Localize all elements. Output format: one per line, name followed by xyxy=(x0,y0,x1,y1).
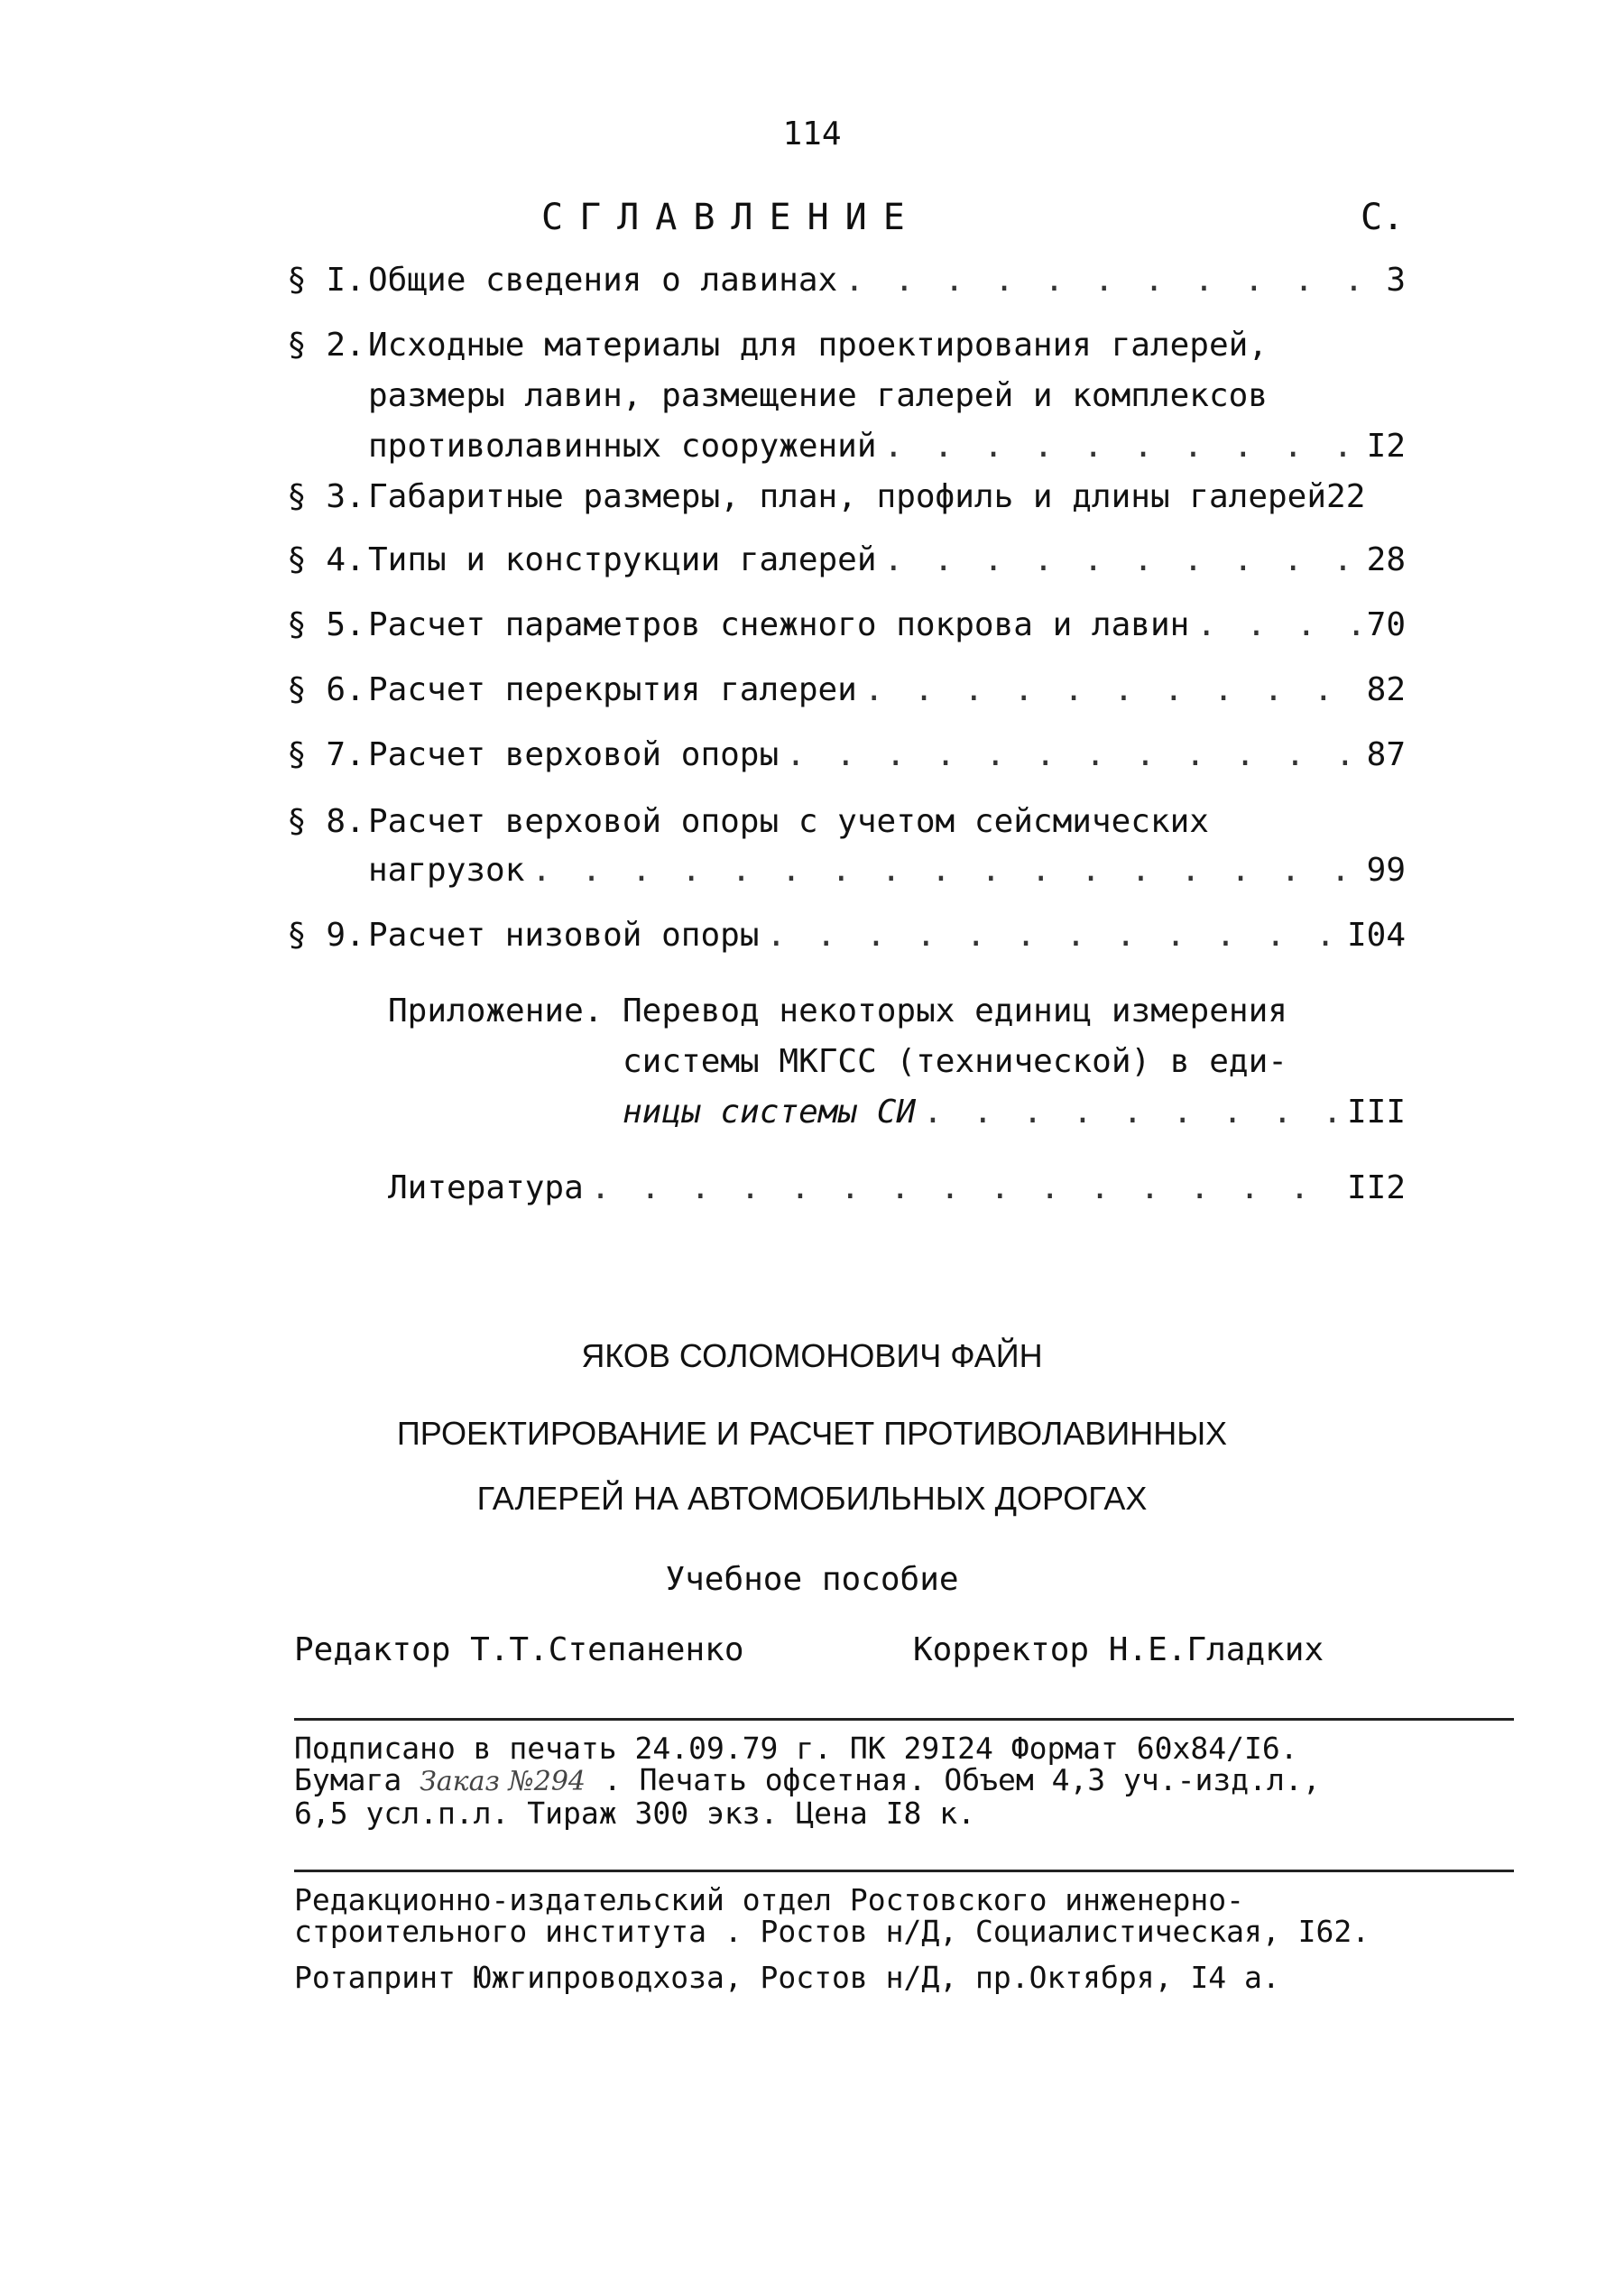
imprint-line-2 xyxy=(294,1764,1321,1797)
toc-entry-page: II2 xyxy=(1346,1169,1406,1206)
handwritten-order-number: Заказ №294 xyxy=(420,1766,586,1797)
appendix-title: системы МКГСС (технической) в еди- xyxy=(623,1043,1287,1080)
toc-entry-number: § 9. xyxy=(287,917,365,954)
printer-line: Ротапринт Южгипроводхоза, Ростов н/Д, пр.Октября, I4 а. xyxy=(294,1960,1280,1995)
toc-entry-7 xyxy=(287,736,1406,783)
page-column-label: С. xyxy=(1361,197,1405,238)
toc-entry-page: 99 xyxy=(1366,852,1406,889)
appendix-title: Перевод некоторых единиц измерения xyxy=(623,993,1287,1030)
divider-rule xyxy=(294,1718,1514,1721)
toc-entry-title: размеры лавин, размещение галерей и комплексов xyxy=(368,377,1268,414)
toc-heading: СГЛАВЛЕНИЕ xyxy=(541,197,921,238)
imprint-line-1: Подписано в печать 24.09.79 г. ПК 29I24 Формат 60х84/I6. xyxy=(294,1731,1298,1766)
toc-entry-page: III xyxy=(1346,1094,1406,1131)
toc-literature xyxy=(388,1169,1406,1216)
book-subtitle: Учебное пособие xyxy=(665,1561,959,1598)
toc-appendix-line-3 xyxy=(623,1094,1406,1140)
toc-entry-9 xyxy=(287,917,1406,964)
toc-entry-8 xyxy=(287,803,1406,850)
toc-entry-number: § I. xyxy=(287,262,365,299)
corrector-credit: Корректор Н.Е.Гладких xyxy=(913,1631,1324,1668)
toc-entry-page: 82 xyxy=(1366,671,1406,708)
toc-entry-page: 70 xyxy=(1366,606,1406,643)
toc-entry-page: I04 xyxy=(1346,917,1406,954)
toc-entry-6 xyxy=(287,671,1406,718)
leader-dots xyxy=(923,1094,1340,1131)
toc-entry-page: 22 xyxy=(1326,478,1366,515)
book-title-line-2: ГАЛЕРЕЙ НА АВТОМОБИЛЬНЫХ ДОРОГАХ xyxy=(476,1480,1148,1517)
toc-entry-title: Типы и конструкции галерей xyxy=(368,541,877,578)
leader-dots xyxy=(844,262,1379,299)
toc-entry-title: Расчет перекрытия галереи xyxy=(368,671,857,708)
toc-entry-number: § 6. xyxy=(287,671,365,708)
toc-entry-title: нагрузок xyxy=(368,852,525,889)
publisher-block xyxy=(294,1884,1370,1947)
publisher-line-2: строительного института . Ростов н/Д, Социалистическая, I62. xyxy=(294,1914,1370,1949)
toc-entry-title: противолавинных сооружений xyxy=(368,428,877,465)
imprint-paper-label: Бумага xyxy=(294,1762,420,1797)
literature-label: Литература xyxy=(388,1169,584,1206)
leader-dots xyxy=(766,917,1339,954)
page-number: 114 xyxy=(782,115,842,152)
author-name: ЯКОВ СОЛОМОНОВИЧ ФАЙН xyxy=(581,1337,1043,1374)
toc-entry-title: Расчет параметров снежного покрова и лавин xyxy=(368,606,1190,643)
toc-entry-4 xyxy=(287,541,1406,588)
imprint-print-details: . Печать офсетная. Объем 4,3 уч.-изд.л., xyxy=(586,1762,1321,1797)
leader-dots xyxy=(531,852,1359,889)
toc-entry-number: § 5. xyxy=(287,606,365,643)
toc-entry-number: § 4. xyxy=(287,541,365,578)
imprint-line-3: 6,5 усл.п.л. Тираж 300 экз. Цена I8 к. xyxy=(294,1796,975,1831)
toc-entry-title: Исходные материалы для проектирования галерей, xyxy=(368,327,1268,364)
imprint-block xyxy=(294,1732,1321,1829)
toc-entry-page: I2 xyxy=(1366,428,1406,465)
publisher-line-1: Редакционно-издательский отдел Ростовского инженерно- xyxy=(294,1882,1244,1917)
leader-dots xyxy=(1196,606,1359,643)
appendix-label: Приложение. xyxy=(388,993,604,1030)
toc-entry-number: § 2. xyxy=(287,327,365,364)
toc-entry-2-line-2 xyxy=(368,377,1406,424)
toc-entry-3 xyxy=(287,478,1406,525)
toc-entry-number: § 8. xyxy=(287,803,365,840)
toc-entry-title: Расчет верховой опоры xyxy=(368,736,780,773)
toc-entry-number: § 7. xyxy=(287,736,365,773)
toc-entry-page: 3 xyxy=(1386,262,1406,299)
toc-entry-1 xyxy=(287,262,1406,309)
toc-entry-2 xyxy=(287,327,1406,374)
toc-entry-page: 87 xyxy=(1366,736,1406,773)
book-title-line-1: ПРОЕКТИРОВАНИЕ И РАСЧЕТ ПРОТИВОЛАВИННЫХ xyxy=(396,1415,1228,1452)
toc-entry-5 xyxy=(287,606,1406,653)
editor-credit: Редактор Т.Т.Степаненко xyxy=(294,1631,744,1668)
toc-appendix xyxy=(388,993,1406,1039)
toc-entry-page: 28 xyxy=(1366,541,1406,578)
leader-dots xyxy=(884,541,1360,578)
toc-entry-title: Габаритные размеры, план, профиль и длины галерей xyxy=(368,478,1327,515)
toc-entry-title: Расчет низовой опоры xyxy=(368,917,760,954)
leader-dots xyxy=(884,428,1360,465)
toc-entry-8-line-2 xyxy=(368,852,1406,899)
leader-dots xyxy=(591,1169,1340,1206)
appendix-title: ницы системы СИ xyxy=(623,1094,917,1131)
leader-dots xyxy=(786,736,1359,773)
toc-entry-title: Общие сведения о лавинах xyxy=(368,262,838,299)
divider-rule xyxy=(294,1870,1514,1872)
toc-entry-2-line-3 xyxy=(368,428,1406,475)
toc-entry-number: § 3. xyxy=(287,478,365,515)
toc-entry-title: Расчет верховой опоры с учетом сейсмических xyxy=(368,803,1209,840)
toc-appendix-line-2 xyxy=(623,1043,1406,1090)
leader-dots xyxy=(864,671,1360,708)
